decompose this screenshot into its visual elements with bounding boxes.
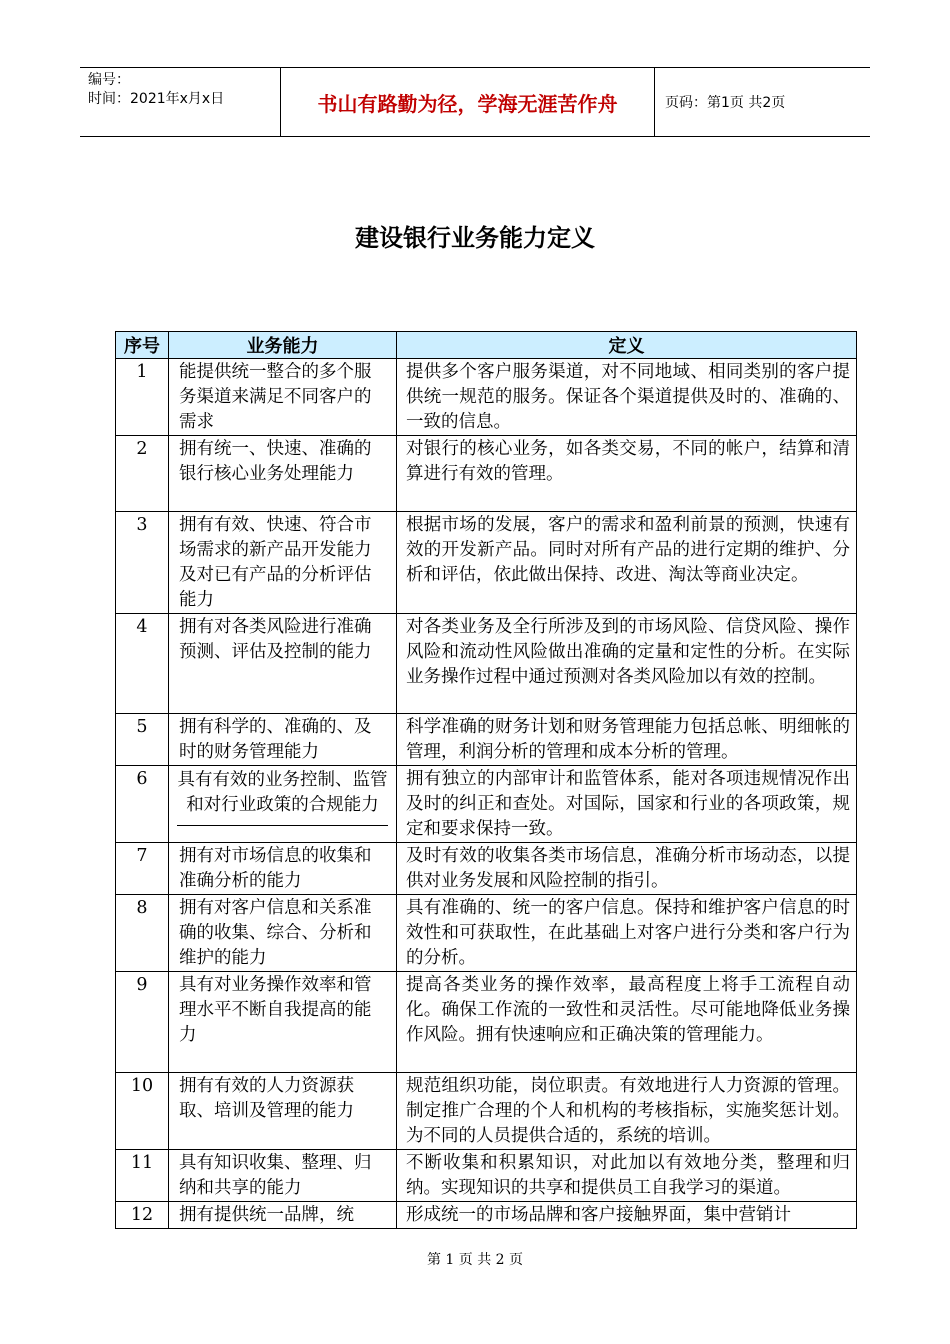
number-label: 编号：: [88, 72, 130, 88]
row-capability: [169, 766, 397, 843]
row-capability-text: 具有有效的业务控制、监管和对行业政策的合规能力: [177, 770, 388, 815]
row-definition: 对银行的核心业务，如各类交易，不同的帐户，结算和清算进行有效的管理。: [397, 436, 857, 512]
row-capability: 拥有对客户信息和关系准确的收集、综合、分析和维护的能力: [169, 895, 397, 972]
table-row: [116, 512, 857, 614]
row-capability: 拥有提供统一品牌，统: [169, 1202, 397, 1229]
row-number: 2: [116, 436, 169, 512]
table-row: [116, 895, 857, 972]
row-definition: 及时有效的收集各类市场信息，准确分析市场动态，以提供对业务发展和风险控制的指引。: [397, 843, 857, 895]
row-definition: 提供多个客户服务渠道，对不同地域、相同类别的客户提供统一规范的服务。保证各个渠道提供及时的、准确的、一致的信息。: [397, 359, 857, 436]
row-number: 12: [116, 1202, 169, 1229]
row-capability: 拥有对各类风险进行准确预测、评估及控制的能力: [169, 614, 397, 714]
column-header-capability: 业务能力: [169, 332, 397, 359]
table-row: [116, 1202, 857, 1229]
row-capability: 拥有科学的、准确的、及时的财务管理能力: [169, 714, 397, 766]
capability-table: [115, 331, 857, 1229]
row-definition: 对各类业务及全行所涉及到的市场风险、信贷风险、操作风险和流动性风险做出准确的定量和定性的分析。在实际业务操作过程中通过预测对各类风险加以有效的控制。: [397, 614, 857, 714]
row-number: 7: [116, 843, 169, 895]
row-capability: 拥有统一、快速、准确的银行核心业务处理能力: [169, 436, 397, 512]
table-row: [116, 972, 857, 1073]
underline-divider: [177, 825, 388, 826]
page-footer: 第 1 页 共 2 页: [426, 1252, 524, 1268]
row-number: 10: [116, 1073, 169, 1150]
row-number: 9: [116, 972, 169, 1073]
table-row: [116, 614, 857, 714]
row-number: 11: [116, 1150, 169, 1202]
row-number: 1: [116, 359, 169, 436]
row-number: 8: [116, 895, 169, 972]
header-page-info: 页码：第1页 共2页: [665, 95, 786, 111]
table-row: [116, 1150, 857, 1202]
table-row: [116, 359, 857, 436]
row-definition: 规范组织功能，岗位职责。有效地进行人力资源的管理。制定推广合理的个人和机构的考核指标，实施奖惩计划。为不同的人员提供合适的，系统的培训。: [397, 1073, 857, 1150]
time-label: 时间：2021年x月x日: [88, 91, 225, 107]
table-row: [116, 714, 857, 766]
row-definition: 科学准确的财务计划和财务管理能力包括总帐、明细帐的管理，利润分析的管理和成本分析的管理。: [397, 714, 857, 766]
row-capability: 能提供统一整合的多个服务渠道来满足不同客户的需求: [169, 359, 397, 436]
table-row: [116, 843, 857, 895]
column-header-no: 序号: [116, 332, 169, 359]
row-number: 6: [116, 766, 169, 843]
table-row: [116, 766, 857, 843]
row-capability: 拥有有效的人力资源获取、培训及管理的能力: [169, 1073, 397, 1150]
row-number: 5: [116, 714, 169, 766]
table-row: [116, 1073, 857, 1150]
header-motto: 书山有路勤为径，学海无涯苦作舟: [280, 68, 655, 136]
table-header-row: [116, 332, 857, 359]
row-definition: 拥有独立的内部审计和监管体系，能对各项违规情况作出及时的纠正和查处。对国际，国家和行业的各项政策，规定和要求保持一致。: [397, 766, 857, 843]
row-capability: 拥有对市场信息的收集和准确分析的能力: [169, 843, 397, 895]
row-capability: 具有对业务操作效率和管理水平不断自我提高的能力: [169, 972, 397, 1073]
row-definition: 提高各类业务的操作效率，最高程度上将手工流程自动化。确保工作流的一致性和灵活性。尽可能地降低业务操作风险。拥有快速响应和正确决策的管理能力。: [397, 972, 857, 1073]
row-number: 3: [116, 512, 169, 614]
header-meta: [80, 68, 280, 136]
row-definition: 根据市场的发展，客户的需求和盈利前景的预测，快速有效的开发新产品。同时对所有产品的进行定期的维护、分析和评估，依此做出保持、改进、淘汰等商业决定。: [397, 512, 857, 614]
document-title: 建设银行业务能力定义: [355, 224, 595, 252]
row-number: 4: [116, 614, 169, 714]
row-definition: 具有准确的、统一的客户信息。保持和维护客户信息的时效性和可获取性，在此基础上对客户进行分类和客户行为的分析。: [397, 895, 857, 972]
page-header: [80, 67, 870, 137]
row-capability: 具有知识收集、整理、归纳和共享的能力: [169, 1150, 397, 1202]
row-definition: 形成统一的市场品牌和客户接触界面，集中营销计: [397, 1202, 857, 1229]
table-row: [116, 436, 857, 512]
column-header-definition: 定义: [397, 332, 857, 359]
row-capability: 拥有有效、快速、符合市场需求的新产品开发能力及对已有产品的分析评估能力: [169, 512, 397, 614]
row-definition: 不断收集和积累知识，对此加以有效地分类，整理和归纳。实现知识的共享和提供员工自我学习的渠道。: [397, 1150, 857, 1202]
